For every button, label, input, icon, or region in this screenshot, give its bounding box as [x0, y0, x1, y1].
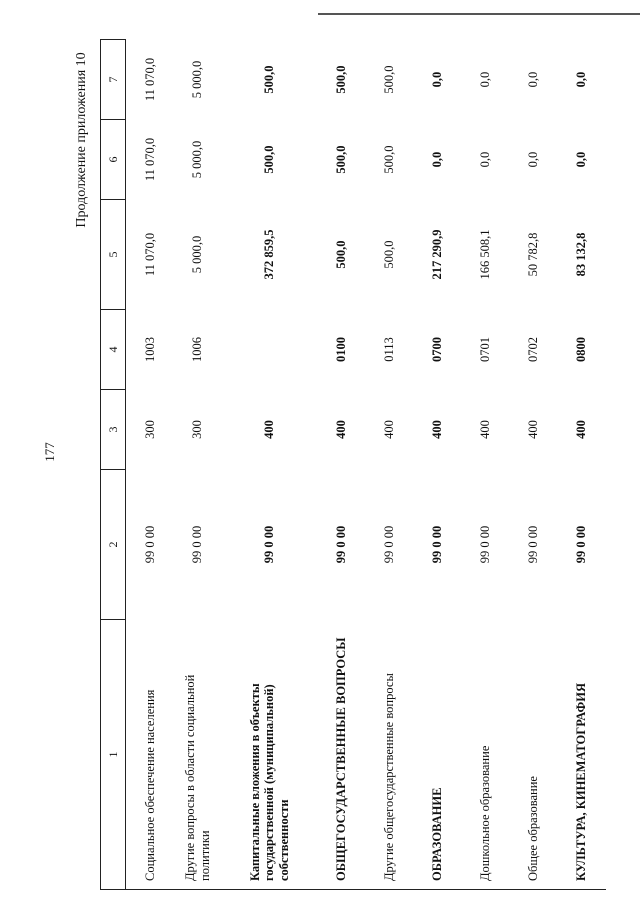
cell-col-6: 5 000,0	[190, 140, 205, 179]
cell-col-2: 99 0 00	[526, 525, 541, 564]
cell-col-3: 400	[478, 420, 493, 439]
cell-col-5: 166 508,1	[478, 229, 493, 280]
table-body	[126, 40, 606, 890]
cell-col-7: 5 000,0	[190, 60, 205, 99]
cell-col-6: 0,0	[574, 151, 589, 168]
header-col-6: 6	[101, 120, 126, 200]
header-col-2: 2	[101, 470, 126, 620]
cell-col-3: 400	[262, 420, 277, 439]
cell-col-5: 83 132,8	[574, 232, 589, 277]
cell-col-6: 500,0	[382, 145, 397, 174]
top-rule	[318, 13, 640, 15]
cell-col-4	[222, 310, 318, 390]
cell-col-7: 0,0	[478, 71, 493, 88]
row-label: ОБЩЕГОСУДАРСТВЕННЫЕ ВОПРОСЫ	[318, 620, 366, 890]
appendix-caption: Продолжение приложения 10	[74, 52, 89, 228]
cell-col-3: 400	[334, 420, 349, 439]
cell-col-7: 500,0	[382, 65, 397, 94]
row-label: Общее образование	[510, 620, 558, 890]
cell-col-2: 99 0 00	[382, 525, 397, 564]
table-row	[366, 40, 414, 890]
cell-col-4: 1003	[142, 337, 157, 362]
table-row	[558, 40, 606, 890]
row-label: Капитальные вложения в объекты государственной (муниципальной) собственности	[222, 620, 318, 890]
row-label: Социальное обеспечение населения	[126, 620, 174, 890]
cell-col-3: 300	[142, 420, 157, 439]
row-label: Дошкольное образование	[462, 620, 510, 890]
table-row	[126, 40, 174, 890]
cell-col-6: 500,0	[262, 145, 277, 174]
table-row	[510, 40, 558, 890]
cell-col-2: 99 0 00	[574, 525, 589, 564]
row-label: КУЛЬТУРА, КИНЕМАТОГРАФИЯ	[558, 620, 606, 890]
header-col-1: 1	[101, 620, 126, 890]
header-col-3: 3	[101, 390, 126, 470]
cell-col-2: 99 0 00	[430, 525, 445, 564]
cell-col-4: 0700	[430, 337, 445, 362]
cell-col-7: 0,0	[574, 71, 589, 88]
cell-col-4: 0113	[382, 337, 397, 362]
cell-col-5: 50 782,8	[526, 232, 541, 277]
cell-col-4: 0701	[478, 337, 493, 362]
table-row	[318, 40, 366, 890]
page-number: 177	[42, 442, 57, 462]
budget-table	[100, 39, 606, 890]
cell-col-3: 400	[526, 420, 541, 439]
cell-col-6: 500,0	[334, 145, 349, 174]
cell-col-3: 300	[190, 420, 205, 439]
cell-col-5: 500,0	[382, 240, 397, 269]
cell-col-7: 0,0	[430, 71, 445, 88]
table-row	[414, 40, 462, 890]
row-label: Другие общегосударственные вопросы	[366, 620, 414, 890]
table-row	[222, 40, 318, 890]
row-label: Другие вопросы в области социальной политики	[174, 620, 222, 890]
cell-col-6: 0,0	[478, 151, 493, 168]
cell-col-7: 500,0	[334, 65, 349, 94]
cell-col-2: 99 0 00	[190, 525, 205, 564]
cell-col-2: 99 0 00	[334, 525, 349, 564]
cell-col-7: 11 070,0	[142, 57, 157, 102]
cell-col-7: 0,0	[526, 71, 541, 88]
cell-col-2: 99 0 00	[478, 525, 493, 564]
cell-col-5: 11 070,0	[142, 232, 157, 277]
cell-col-3: 400	[382, 420, 397, 439]
cell-col-5: 500,0	[334, 240, 349, 269]
cell-col-6: 0,0	[526, 151, 541, 168]
cell-col-6: 11 070,0	[142, 137, 157, 182]
cell-col-5: 5 000,0	[190, 235, 205, 274]
budget-table-container	[100, 40, 600, 890]
header-col-7: 7	[101, 40, 126, 120]
table-row	[462, 40, 510, 890]
header-col-4: 4	[101, 310, 126, 390]
cell-col-4: 0100	[334, 337, 349, 362]
cell-col-5: 217 290,9	[430, 229, 445, 280]
cell-col-2: 99 0 00	[142, 525, 157, 564]
cell-col-5: 372 859,5	[262, 229, 277, 280]
cell-col-4: 0702	[526, 337, 541, 362]
cell-col-4: 1006	[190, 337, 205, 362]
cell-col-7: 500,0	[262, 65, 277, 94]
header-row	[101, 40, 126, 890]
cell-col-3: 400	[574, 420, 589, 439]
table-row	[174, 40, 222, 890]
table-header	[101, 40, 126, 890]
row-label: ОБРАЗОВАНИЕ	[414, 620, 462, 890]
cell-col-6: 0,0	[430, 151, 445, 168]
cell-col-2: 99 0 00	[262, 525, 277, 564]
header-col-5: 5	[101, 200, 126, 310]
cell-col-4: 0800	[574, 337, 589, 362]
cell-col-3: 400	[430, 420, 445, 439]
